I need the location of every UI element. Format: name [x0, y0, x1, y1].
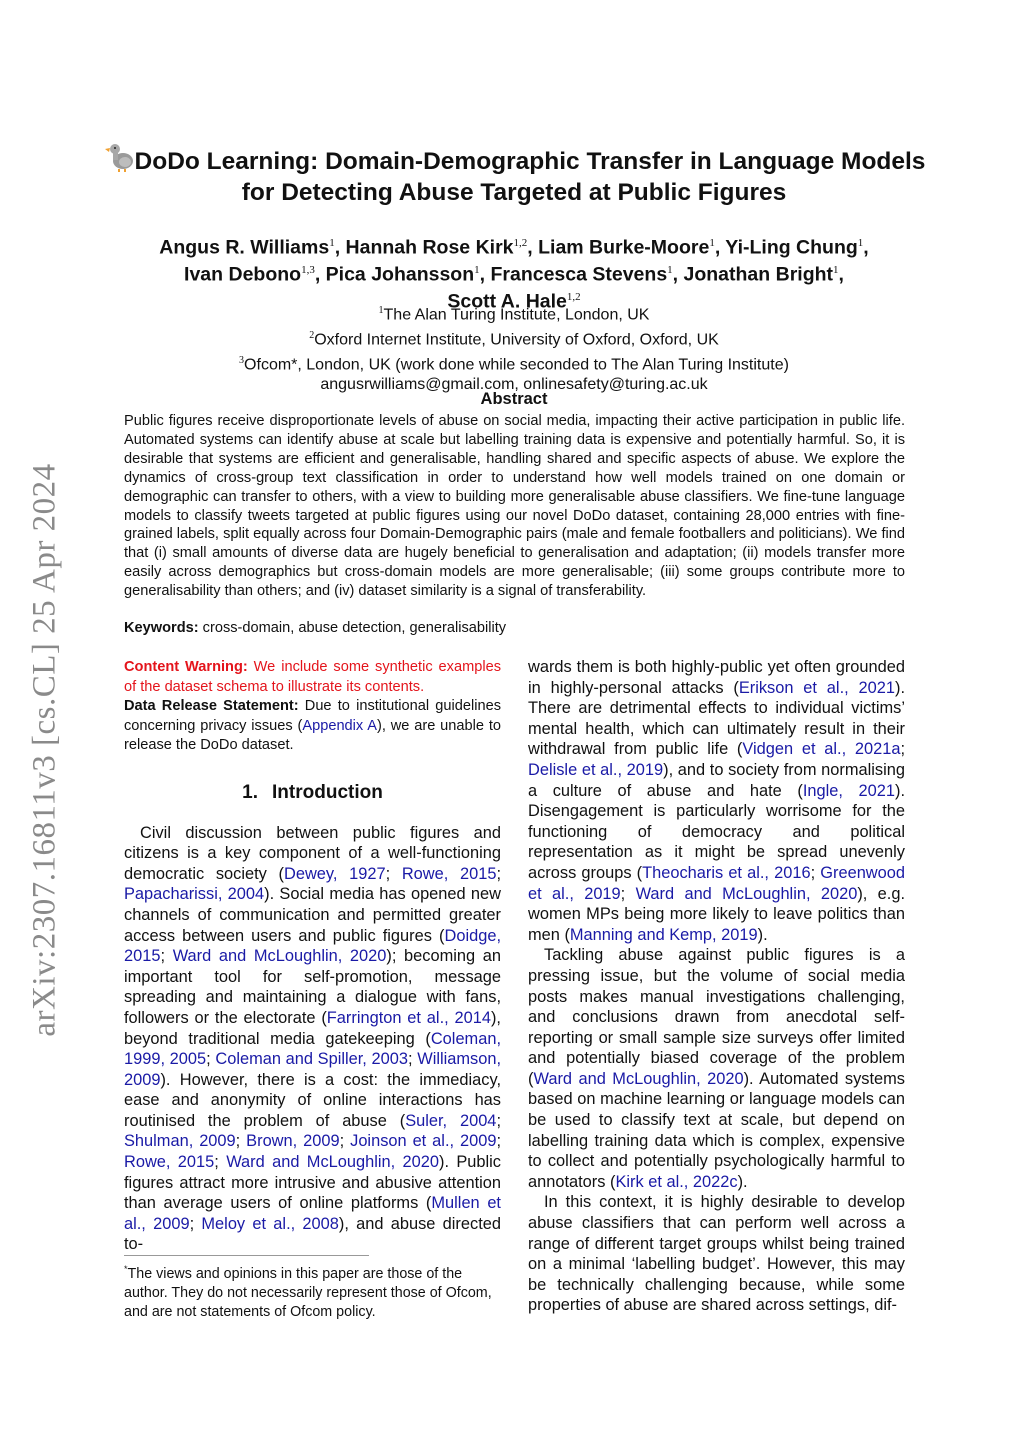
text-run: ). Social media has opened new channels of communication and permitted greater access between users and public figures (	[124, 885, 501, 945]
citation-link[interactable]: Shulman, 2009	[124, 1132, 236, 1151]
arxiv-identifier: arXiv:2307.16811v3 [cs.CL] 25 Apr 2024	[26, 463, 63, 1037]
citation-link[interactable]: Ward and McLoughlin, 2020	[635, 884, 858, 903]
text-run: ), and to society from normalising a culture of abuse and hate (	[528, 760, 905, 800]
text-run: Tackling abuse against public figures is a pressing issue, but the volume of social media posts makes manual investigations challenging, and conclusions drawn from anecdotal self-reporting or small sample size surveys offer limited and potentially biased coverage of the problem (	[528, 946, 905, 1088]
affiliation-marker: 1,2	[566, 291, 581, 303]
affiliation-marker: 1	[709, 237, 715, 249]
citation-link[interactable]: Brown, 2009	[246, 1132, 340, 1151]
text-run: ;	[496, 1132, 502, 1151]
contact-emails: angusrwilliams@gmail.com, onlinesafety@turing.ac.uk	[320, 376, 708, 394]
citation-link[interactable]: Suler, 2004	[405, 1111, 497, 1130]
content-warning: Content Warning: We include some synthetic examples of the dataset schema to illustrate its contents.	[124, 659, 501, 695]
author-name: Yi-Ling Chung	[725, 236, 858, 259]
citation-link[interactable]: Ward and McLoughlin, 2020	[533, 1069, 744, 1088]
abstract-text: Public figures receive disproportionate levels of abuse on social media, impacting their active participation in public life. Automated systems can identify abuse at scale but labelling training data is expensive and potentially harmful. So, it is desirable that systems are efficient and generalisable, handling shared and specific aspects of abuse. We explore the dynamics of cross-group text classification in order to understand how well models trained on one domain or demographic can transfer to others, with a view to building more generalisable abuse classifiers. We fine-tune language models to classify tweets targeted at public figures using our novel DoDo dataset, containing 28,000 entries with fine-grained labels, split equally across four Domain-Demographic pairs (male and female footballers and politicians). We find that (i) small amounts of diverse data are hugely beneficial to generalisation and adaptation; (ii) models transfer more easily across demographics but cross-domain models are more generalisable; (iii) some groups contribute more to generalisability than others; and (iv) dataset similarity is a signal of transferability.	[124, 413, 905, 600]
footnote: *The views and opinions in this paper are those of the author. They do not necessarily represent those of Ofcom, and are not statements of Ofcom policy.	[124, 1264, 492, 1320]
affiliation: $^1$The Alan Turing Institute, London, UK	[378, 305, 650, 324]
text-run: ). There are detrimental effects to individual victims’ mental health, which can ultimately result in their withdrawal from public life (	[528, 678, 905, 759]
citation-link[interactable]: Meloy et al., 2008	[201, 1214, 339, 1233]
text-run: ;	[496, 864, 501, 883]
citation-link[interactable]: Coleman and Spiller, 2003	[215, 1050, 408, 1069]
text-run: ). Disengagement is particularly worrisome for the functioning of democracy and political representation as it might be spread unevenly across groups (	[528, 781, 905, 882]
paragraph	[124, 823, 501, 1255]
author-name: Jonathan Bright	[683, 263, 834, 286]
text-run: ;	[496, 1111, 501, 1130]
affiliation-marker: 1	[857, 237, 864, 249]
citation-link[interactable]: Appendix A	[302, 717, 377, 734]
section-heading: 1. Introduction	[242, 781, 383, 803]
paragraph	[528, 1192, 905, 1316]
right-column	[528, 657, 905, 1316]
text-run: ;	[810, 863, 821, 882]
author-name: Scott A. Hale	[447, 290, 567, 313]
affiliation-marker: 1,2	[513, 237, 528, 249]
citation-link[interactable]: Greenwood et al., 2019	[528, 863, 905, 903]
citation-link[interactable]: Erikson et al., 2021	[738, 678, 895, 697]
citation-link[interactable]: Williamson, 2009	[124, 1050, 502, 1089]
citation-link[interactable]: Ward and McLoughlin, 2020	[226, 1153, 439, 1172]
citation-link[interactable]: Mullen et al., 2009	[124, 1194, 501, 1233]
citation-link[interactable]: Ward and McLoughlin, 2020	[172, 947, 387, 966]
text-run: ;	[235, 1132, 247, 1151]
text-run: ), we are unable to release the DoDo dataset.	[124, 717, 501, 754]
text-run: ); becoming an important tool for self-promotion, message spreading and maintaining a dialogue with fans, followers or the electorate (	[124, 947, 502, 1027]
text-run: In this context, it is highly desirable to develop abuse classifiers that can perform well across a range of different target groups whilst being trained on a minimal ‘labelling budget’. However, this may be technically challenging because, while some properties of abuse are shared across settings, dif-	[528, 1193, 905, 1315]
citation-link[interactable]: Vidgen et al., 2021a	[742, 740, 901, 759]
affiliations	[100, 301, 928, 396]
affiliation-marker: 1	[329, 237, 335, 249]
author-name: Francesca Stevens	[490, 263, 668, 286]
keywords: Keywords: cross-domain, abuse detection, generalisability	[124, 620, 507, 636]
citation-link[interactable]: Dewey, 1927	[284, 864, 386, 883]
dodo-bird-icon	[103, 140, 137, 174]
affiliation-marker: 1	[667, 264, 673, 276]
affiliation-marker: 1	[833, 264, 839, 276]
affiliation-marker: 1	[474, 264, 480, 276]
citation-link[interactable]: Doidge, 2015	[124, 926, 501, 966]
citation-link[interactable]: Delisle et al., 2019	[528, 760, 664, 779]
citation-link[interactable]: Ingle, 2021	[802, 781, 895, 800]
text-run: Due to institutional guidelines concerning privacy issues (	[124, 698, 501, 734]
text-run: ). However, there is a cost: the immediacy, ease and anonymity of online interactions has routinised the problem of abuse (	[124, 1070, 501, 1130]
citation-link[interactable]: Kirk et al., 2022c	[615, 1172, 738, 1191]
text-run: ). Automated systems based on machine learning or language models can be used to classify text at scale, but depend on labelling training data which is complex, expensive to collect and potentially psychologically harmful to annotators (	[528, 1069, 905, 1191]
text-run: ;	[385, 864, 402, 883]
author-name: Hannah Rose Kirk	[345, 236, 514, 259]
text-run: Civil discussion between public figures and citizens is a key component of a well-functioning democratic society (	[124, 823, 501, 883]
citation-link[interactable]: Coleman, 1999, 2005	[124, 1029, 501, 1069]
text-run: wards them is both highly-public yet often grounded in highly-personal attacks (	[528, 658, 905, 697]
citation-link[interactable]: Manning and Kemp, 2019	[569, 925, 758, 944]
text-run: ;	[339, 1132, 351, 1151]
paragraph	[528, 657, 905, 945]
text-run: ;	[214, 1153, 227, 1172]
text-run: ;	[408, 1050, 418, 1069]
author-name: Ivan Debono	[184, 263, 302, 286]
text-run: ).	[737, 1172, 748, 1191]
text-run: ;	[160, 947, 173, 966]
text-run: ), and abuse directed to-	[124, 1214, 501, 1254]
data-release-statement: Data Release Statement: Due to institutional guidelines concerning privacy issues (Appendix A), we are unable to release the DoDo dataset.	[124, 698, 501, 754]
citation-link[interactable]: Farrington et al., 2014	[326, 1008, 491, 1027]
paragraph	[528, 945, 905, 1192]
text-run: ;	[189, 1214, 202, 1233]
author-name: Angus R. Williams	[159, 236, 330, 259]
author-name: Liam Burke-Moore	[538, 236, 710, 259]
author-list: Angus R. Williams$^1$, Hannah Rose Kirk$^{1,2}$, Liam Burke-Moore$^1$, Yi-Ling Chung$^1$, Ivan Debono$^{1,3}$, Pica Johansson$^1$, Francesca Stevens$^1$, Jonathan Bright$^1$, Scott A. Hale$^{1,2}$	[159, 236, 869, 313]
text-run: ), e.g. women MPs being more likely to leave politics than men (	[528, 884, 905, 944]
affiliation: $^2$Oxford Internet Institute, University of Oxford, Oxford, UK	[309, 329, 719, 349]
text-run: ;	[620, 884, 636, 903]
citation-link[interactable]: Rowe, 2015	[124, 1153, 215, 1172]
footnote-divider	[124, 1255, 369, 1256]
text-run: ).	[757, 925, 768, 944]
citation-link[interactable]: Papacharissi, 2004	[124, 885, 265, 904]
author-name: Pica Johansson	[325, 263, 475, 286]
text-run: ). Public figures attract more intrusive and abusive attention than average users of online platforms (	[124, 1153, 501, 1213]
text-run: ;	[206, 1050, 216, 1069]
text-run: ), beyond traditional media gatekeeping (	[124, 1008, 501, 1048]
paper-title: DoDo Learning: Domain-Demographic Transfer in Language Models for Detecting Abuse Targeted at Public Figures	[100, 140, 928, 208]
citation-link[interactable]: Joinson et al., 2009	[350, 1132, 497, 1151]
citation-link[interactable]: Rowe, 2015	[401, 864, 497, 883]
affiliation: $^3$Ofcom*, London, UK (work done while seconded to The Alan Turing Institute)	[239, 354, 789, 373]
text-run: ;	[900, 740, 906, 759]
affiliation-marker: 1,3	[301, 264, 315, 276]
abstract-heading: Abstract	[480, 390, 548, 408]
left-column	[124, 658, 501, 1255]
citation-link[interactable]: Theocharis et al., 2016	[642, 863, 811, 882]
